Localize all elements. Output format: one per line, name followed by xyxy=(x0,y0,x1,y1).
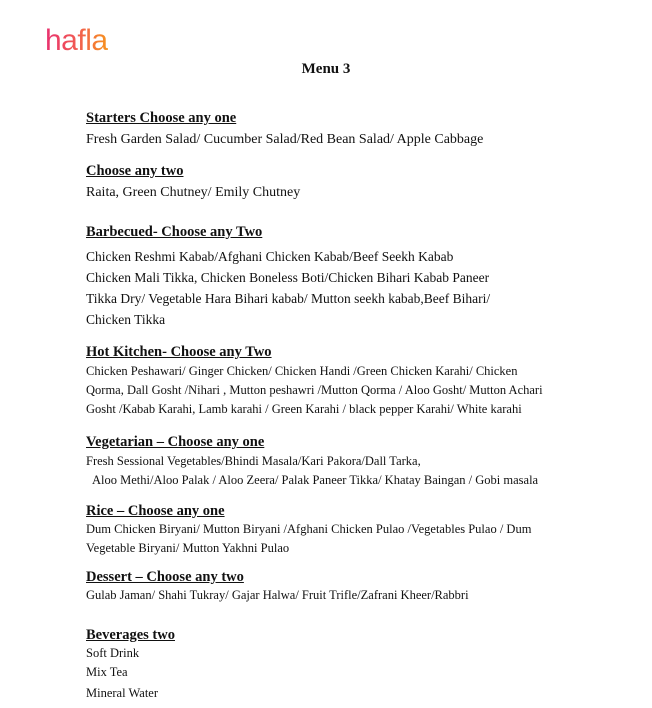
section-dessert xyxy=(86,569,632,605)
section-barbecued xyxy=(86,224,632,330)
section-heading: Hot Kitchen- Choose any Two xyxy=(86,344,272,360)
section-line: Soft Drink xyxy=(86,646,140,660)
section-line: Chicken Tikka xyxy=(86,312,166,327)
section-line: Vegetable Biryani/ Mutton Yakhni Pulao xyxy=(86,541,290,555)
section-heading: Choose any two xyxy=(86,163,184,179)
section-condiments xyxy=(86,163,632,203)
section-line: Fresh Garden Salad/ Cucumber Salad/Red Bean Salad/ Apple Cabbage xyxy=(86,132,484,147)
section-vegetarian xyxy=(86,434,632,490)
menu-title: Menu 3 xyxy=(301,61,351,77)
section-line: Fresh Sessional Vegetables/Bhindi Masala/Kari Pakora/Dall Tarka, xyxy=(86,454,421,468)
section-heading: Dessert – Choose any two xyxy=(86,569,244,585)
section-heading: Rice – Choose any one xyxy=(86,503,225,519)
section-line: Tikka Dry/ Vegetable Hara Bihari kabab/ Mutton seekh kabab,Beef Bihari/ xyxy=(86,291,491,306)
hafla-logo: hafla xyxy=(45,24,108,57)
section-line: Aloo Methi/Aloo Palak / Aloo Zeera/ Palak Paneer Tikka/ Khatay Baingan / Gobi masala xyxy=(92,473,539,487)
section-line: Mineral Water xyxy=(86,686,158,700)
section-heading: Beverages two xyxy=(86,627,175,643)
section-line: Gulab Jaman/ Shahi Tukray/ Gajar Halwa/ Fruit Trifle/Zafrani Kheer/Rabbri xyxy=(86,588,469,602)
section-line: Qorma, Dall Gosht /Nihari , Mutton peshawri /Mutton Qorma / Aloo Gosht/ Mutton Achari xyxy=(86,383,543,397)
section-hot-kitchen xyxy=(86,344,632,419)
section-line: Chicken Reshmi Kabab/Afghani Chicken Kabab/Beef Seekh Kabab xyxy=(86,249,454,264)
section-heading: Barbecued- Choose any Two xyxy=(86,224,263,240)
section-rice xyxy=(86,503,632,558)
section-heading: Starters Choose any one xyxy=(86,110,237,126)
section-line: Mix Tea xyxy=(86,665,128,679)
section-line: Raita, Green Chutney/ Emily Chutney xyxy=(86,185,301,200)
section-starters xyxy=(86,110,632,150)
section-heading: Vegetarian – Choose any one xyxy=(86,434,265,450)
section-line: Chicken Peshawari/ Ginger Chicken/ Chicken Handi /Green Chicken Karahi/ Chicken xyxy=(86,364,518,378)
section-line: Dum Chicken Biryani/ Mutton Biryani /Afghani Chicken Pulao /Vegetables Pulao / Dum xyxy=(86,522,532,536)
section-beverages xyxy=(86,627,632,703)
section-line: Chicken Mali Tikka, Chicken Boneless Boti/Chicken Bihari Kabab Paneer xyxy=(86,270,490,285)
section-line: Gosht /Kabab Karahi, Lamb karahi / Green Karahi / black pepper Karahi/ White karahi xyxy=(86,402,522,416)
